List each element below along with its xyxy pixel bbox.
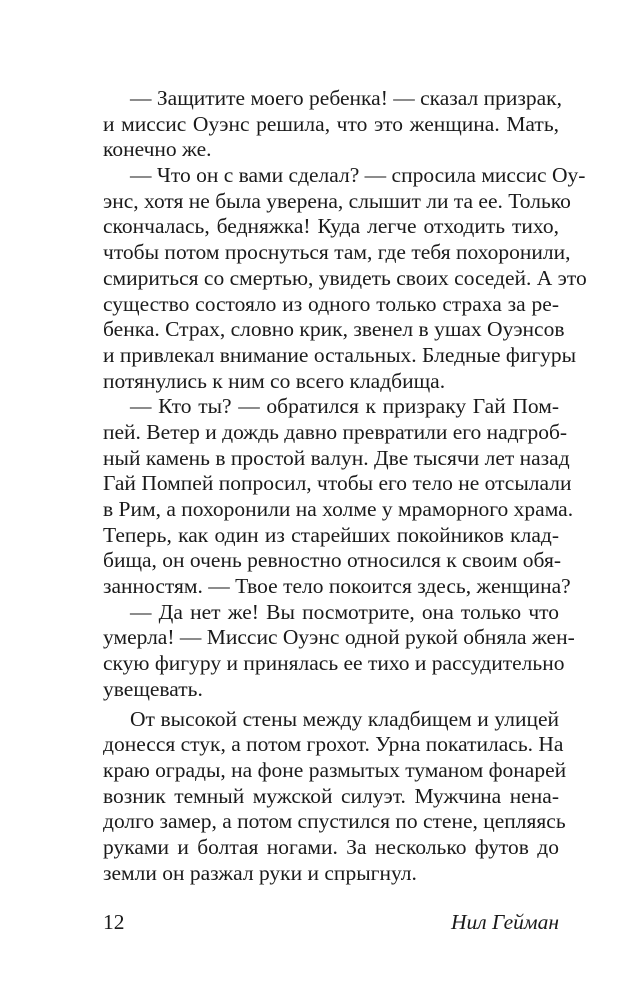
text-line: ный камень в простой валун. Две тысячи лет назад <box>103 445 570 470</box>
text-line: смириться со смертью, увидеть своих соседей. А это <box>103 265 587 290</box>
text-line: краю ограды, на фоне размытых туманом фонарей <box>103 757 567 782</box>
text-line: занностям. — Твое тело покоится здесь, женщина? <box>103 574 571 599</box>
text-line: долго замер, а потом спустился по стене, цепляясь <box>103 809 566 834</box>
body-text <box>103 86 587 886</box>
text-line: конечно же. <box>103 137 212 162</box>
text-line: существо состояло из одного только страха за ре- <box>103 291 559 316</box>
paragraph <box>103 706 567 887</box>
paragraph <box>103 599 575 703</box>
text-line: От высокой стены между кладбищем и улицей <box>130 706 559 731</box>
paragraph <box>103 86 563 163</box>
text-line: донесся стук, а потом грохот. Урна покатилась. На <box>103 732 564 757</box>
page-footer <box>103 909 559 935</box>
text-line: умерла! — Миссис Оуэнс одной рукой обняла жен- <box>103 625 575 650</box>
text-line: и привлекал внимание остальных. Бледные фигуры <box>103 342 577 367</box>
text-line: — Кто ты? — обратился к призраку Гай Пом- <box>130 394 559 419</box>
text-line: руками и болтая ногами. За несколько футов до <box>103 834 559 859</box>
text-line: в Рим, а похоронили на холме у мраморного храма. <box>103 497 574 521</box>
text-line: Гай Помпей попросил, чтобы его тело не отсылали <box>103 471 572 496</box>
text-line: — Да нет же! Вы посмотрите, она только что <box>130 599 559 624</box>
text-line: возник темный мужской силуэт. Мужчина нена- <box>103 783 559 808</box>
text-line: и миссис Оуэнс решила, что это женщина. Мать, <box>103 111 559 136</box>
text-line: скончалась, бедняжка! Куда легче отходить тихо, <box>103 214 559 239</box>
text-line: скую фигуру и принялась ее тихо и рассудительно <box>103 651 565 676</box>
paragraph <box>103 163 587 394</box>
text-line: земли он разжал руки и спрыгнул. <box>103 860 417 885</box>
text-line: чтобы потом проснуться там, где тебя похоронили, <box>103 240 571 265</box>
text-line: энс, хотя не была уверена, слышит ли та ее. Только <box>103 188 571 213</box>
text-line: пей. Ветер и дождь давно превратили его надгроб- <box>103 419 568 444</box>
text-line: Теперь, как один из старейших покойников клад- <box>103 522 559 547</box>
paragraph <box>103 394 574 600</box>
page-number: 12 <box>103 910 125 934</box>
text-line: бища, он очень ревностно относился к своим обя- <box>103 548 562 573</box>
running-author: Нил Гейман <box>450 910 559 934</box>
text-line: — Защитите моего ребенка! — сказал призрак, <box>130 86 563 110</box>
text-line: — Что он с вами сделал? — спросила миссис Оу- <box>130 163 586 188</box>
text-line: бенка. Страх, словно крик, звенел в ушах Оуэнсов <box>103 317 565 342</box>
text-line: потянулись к ним со всего кладбища. <box>103 368 446 393</box>
text-line: увещевать. <box>103 676 203 701</box>
